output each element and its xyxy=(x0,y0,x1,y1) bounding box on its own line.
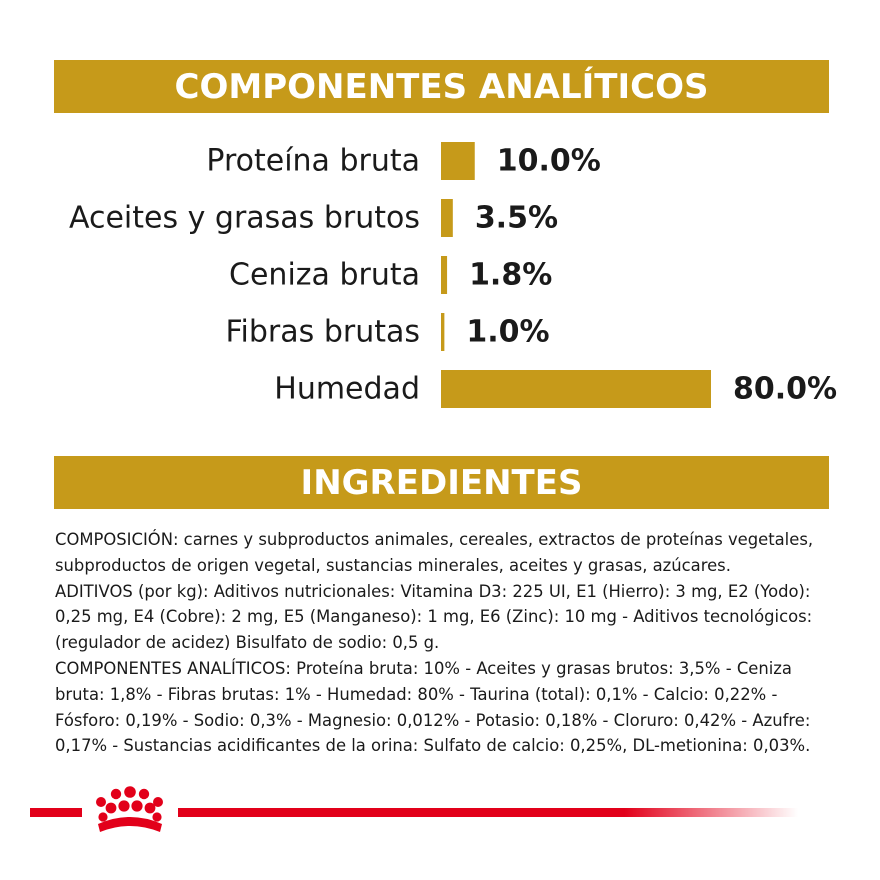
ingredients-text xyxy=(55,527,835,759)
row-label: Ceniza bruta xyxy=(229,257,420,293)
row-label: Aceites y grasas brutos xyxy=(68,200,420,236)
bar xyxy=(441,313,444,351)
composition-paragraph: COMPOSICIÓN: carnes y subproductos animales, cereales, extractos de proteínas vegetales, subproductos de origen vegetal, sustancias minerales, aceites y grasas, azúcares. xyxy=(55,530,814,575)
value-label: 10.0% xyxy=(496,143,601,179)
analytic-components-heading: COMPONENTES ANALÍTICOS xyxy=(54,60,829,113)
row-label: Proteína bruta xyxy=(206,143,420,179)
bar xyxy=(441,142,475,180)
value-label: 1.0% xyxy=(466,314,550,350)
bar xyxy=(441,256,447,294)
value-label: 1.8% xyxy=(469,257,553,293)
bar xyxy=(441,370,711,408)
value-label: 80.0% xyxy=(733,371,838,407)
footer-line-left xyxy=(30,808,82,817)
additives-paragraph: ADITIVOS (por kg): Aditivos nutricionales: Vitamina D3: 225 UI, E1 (Hierro): 3 mg, E2 (Yodo): 0,25 mg, E4 (Cobre): 2 mg, E5 (Manganeso): 1 mg, E6 (Zinc): 10 mg - Aditivos tecnológicos: (regulador de acidez) Bisulfato de sodio: 0,5 g. xyxy=(55,581,813,653)
bar xyxy=(441,199,453,237)
ingredients-heading: INGREDIENTES xyxy=(54,456,829,509)
row-label: Humedad xyxy=(274,371,420,407)
value-label: 3.5% xyxy=(474,200,559,236)
analytic-components-chart xyxy=(0,130,880,420)
brand-footer xyxy=(0,780,880,850)
royal-canin-crown-icon xyxy=(96,786,163,832)
analytic-components-paragraph: COMPONENTES ANALÍTICOS: Proteína bruta: 10% - Aceites y grasas brutos: 3,5% - Ceniza bruta: 1,8% - Fibras brutas: 1% - Humedad: 80% - Taurina (total): 0,1% - Calcio: 0,22% - Fósforo: 0,19% - Sodio: 0,3% - Magnesio: 0,012% - Potasio: 0,18% - Cloruro: 0,42% - Azufre: 0,17% - Sustancias acidificantes de la orina: Sulfato de calcio: 0,25%, DL-metionina: 0,03%. xyxy=(55,658,811,756)
footer-line-right xyxy=(178,808,798,817)
row-label: Fibras brutas xyxy=(225,314,420,350)
